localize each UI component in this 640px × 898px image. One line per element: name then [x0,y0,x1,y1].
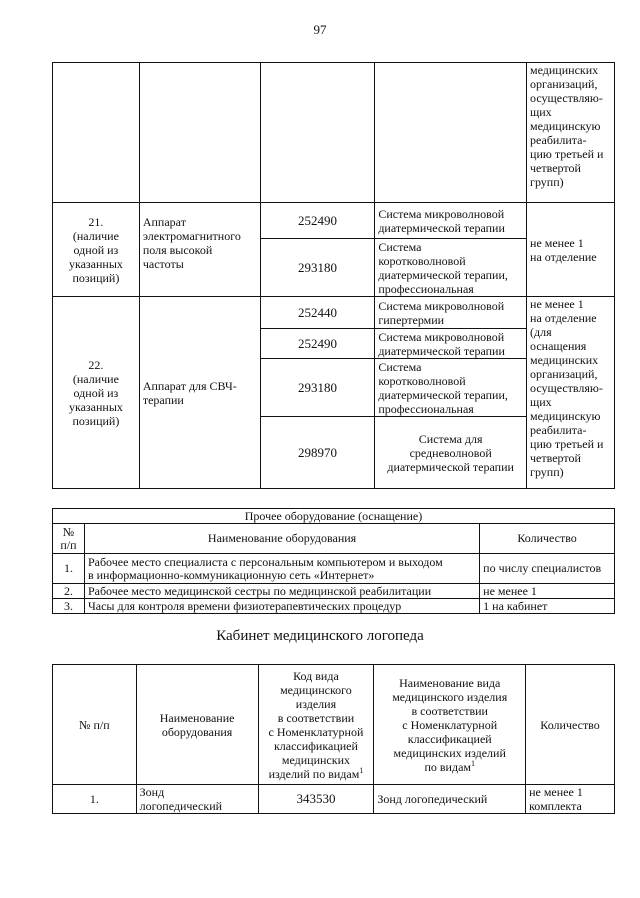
row-number-cell: 3. [53,599,85,614]
kind-name-cell: Зонд логопедический [374,785,526,814]
kind-name-cell: Система коротковолновой диатермической терапии, профессиональная [375,359,527,417]
table-row [53,584,615,599]
quantity-cell: не менее 1 комплекта [526,785,615,814]
kind-name-cell: Система микроволновой диатермической терапии [375,329,527,359]
row-number-cell: 2. [53,584,85,599]
quantity-cell: по числу специалистов [480,554,615,584]
empty-cell [139,63,260,203]
kind-name-cell: Система микроволновой гипертермии [375,297,527,329]
row-number-cell: 1. [53,554,85,584]
empty-cell [260,63,375,203]
row-number-cell: 22. (наличие одной из указанных позиций) [53,297,140,489]
row-number-cell: 1. [53,785,137,814]
code-cell: 252440 [260,297,375,329]
table-row [53,785,615,814]
section-title: Прочее оборудование (оснащение) [53,509,615,524]
speech-therapist-cabinet-title: Кабинет медицинского логопеда [216,628,424,644]
table-row [53,554,615,584]
quantity-cell: не менее 1 на отделение [527,203,615,297]
quantity-cell: медицинских организаций, осуществляю- щих медицинскую реабилита- цию третьей и четвертой групп) [527,63,615,203]
column-header-quantity: Количество [526,665,615,785]
code-cell: 298970 [260,417,375,489]
equipment-name-cell: Зонд логопедический [136,785,258,814]
equipment-name-cell: Аппарат для СВЧ- терапии [139,297,260,489]
column-header-number: № п/п [53,524,85,554]
column-header-name: Наименование оборудования [84,524,479,554]
page-number: 97 [313,22,327,37]
quantity-cell: не менее 1 [480,584,615,599]
column-header-quantity: Количество [480,524,615,554]
kind-name-cell: Система микроволновой диатермической терапии [375,203,527,239]
footnote-marker: 1 [359,765,364,775]
table-row [53,599,615,614]
column-header-kind: Наименование вида медицинского изделия в соответствии с Номенклатурной классификацией медицинских изделий по видам$^1$ [374,665,526,785]
code-cell: 252490 [260,329,375,359]
equipment-table [52,62,615,489]
empty-cell [53,63,140,203]
kind-name-cell: Система для средневолновой диатермической терапии [375,417,527,489]
empty-cell [375,63,527,203]
code-cell: 293180 [260,239,375,297]
code-cell: 252490 [260,203,375,239]
equipment-name-cell: Часы для контроля времени физиотерапевтических процедур [84,599,479,614]
equipment-name-cell: Рабочее место медицинской сестры по медицинской реабилитации [84,584,479,599]
column-header-code: Код вида медицинского изделия в соответствии с Номенклатурной классификацией медицинских изделий по видам$^1$ [258,665,374,785]
column-header-name: Наименование оборудования [136,665,258,785]
speech-therapist-equipment-table [52,664,615,814]
quantity-cell: 1 на кабинет [480,599,615,614]
kind-name-cell: Система коротковолновой диатермической терапии, профессиональная [375,239,527,297]
footnote-marker: 1 [471,758,475,768]
row-number-cell: 21. (наличие одной из указанных позиций) [53,203,140,297]
quantity-cell: не менее 1 на отделение (для оснащения медицинских организаций, осуществляю- щих медицинскую реабилита- цию третьей и четвертой групп) [527,297,615,489]
other-equipment-table [52,508,615,614]
equipment-name-cell: Аппарат электромагнитного поля высокой частоты [139,203,260,297]
code-cell: 343530 [258,785,374,814]
equipment-name-cell: Рабочее место специалиста с персональным компьютером и выходом в информационно-коммуникационную сеть «Интернет» [84,554,479,584]
code-cell: 293180 [260,359,375,417]
column-header-number: № п/п [53,665,137,785]
